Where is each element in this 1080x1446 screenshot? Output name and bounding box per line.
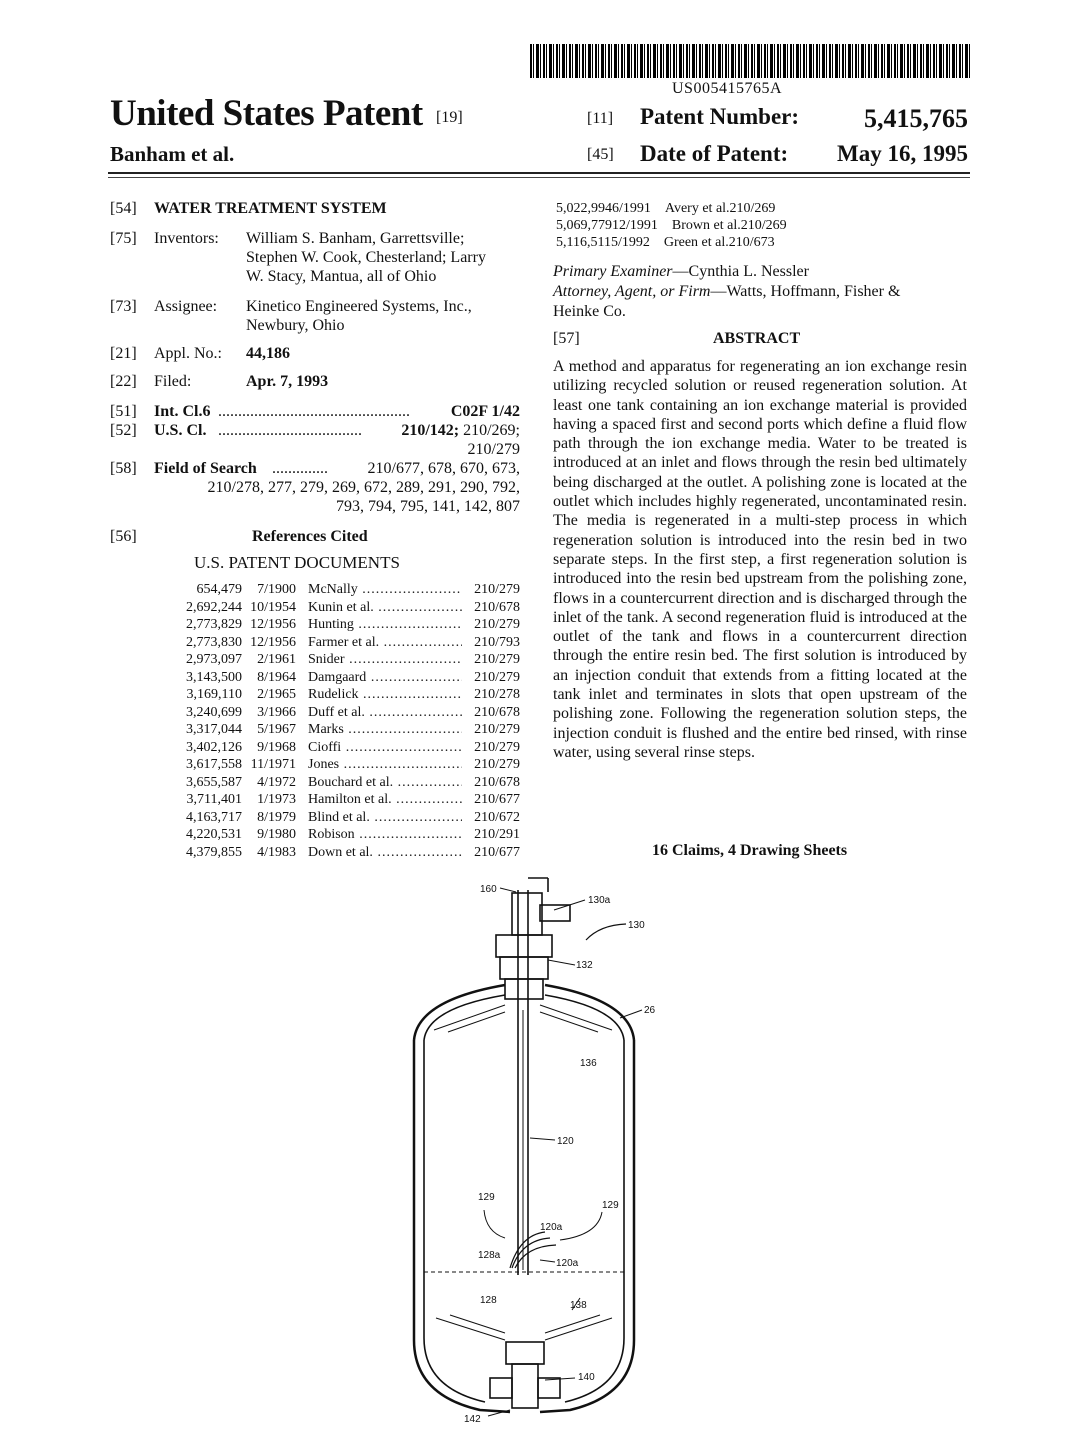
reference-class: 210/673: [728, 235, 775, 250]
field-of-search-line-1: 210/677, 678, 670, 673,: [367, 460, 520, 477]
claims-summary: 16 Claims, 4 Drawing Sheets: [652, 842, 848, 859]
code-58: [58]: [110, 460, 137, 477]
references-cited-title: References Cited: [252, 528, 368, 545]
label-132: 132: [576, 960, 593, 971]
field-of-search-label: Field of Search: [154, 460, 257, 477]
label-120a: 120a: [540, 1222, 563, 1233]
document-number: US005415765A: [672, 80, 783, 97]
label-129-left: 129: [478, 1192, 495, 1203]
reference-patent-number: 4,379,855: [186, 844, 242, 860]
primary-examiner: —Cynthia L. Nessler: [672, 263, 809, 280]
attorney-label: Attorney, Agent, or Firm: [553, 283, 711, 300]
us-cl-value: 210/142; 210/269;: [401, 422, 520, 439]
reference-inventor: Bouchard et al. .....: [308, 774, 462, 792]
label-129-right: 129: [602, 1200, 619, 1211]
label-120: 120: [557, 1136, 574, 1147]
reference-class: 210/279: [474, 722, 520, 737]
label-130: 130: [628, 920, 645, 931]
reference-inventor: Farmer et al. .....: [308, 634, 462, 652]
reference-patent-number: 3,169,110: [186, 687, 242, 702]
reference-class: 210/678: [474, 704, 520, 720]
reference-date: 5/1967: [257, 722, 296, 737]
appl-no: 44,186: [246, 345, 290, 362]
reference-patent-number: 5,022,994: [556, 201, 612, 216]
bracket-19: [19]: [436, 109, 463, 126]
filed-date: Apr. 7, 1993: [246, 373, 329, 390]
reference-date: 5/1992: [610, 235, 650, 250]
reference-date: 12/1991: [612, 218, 658, 233]
reference-date: 12/1956: [250, 634, 296, 650]
reference-inventor: Blind et al. .....: [308, 809, 462, 827]
code-54: [54]: [110, 200, 137, 217]
reference-class: 210/279: [474, 669, 520, 685]
reference-inventor: Down et al. .....: [308, 844, 462, 862]
us-cl-value-2: 210/279: [467, 441, 520, 458]
code-51: [51]: [110, 403, 137, 420]
reference-inventor: Kunin et al. .....: [308, 599, 462, 617]
reference-date: 10/1954: [250, 599, 296, 615]
abstract-text: A method and apparatus for regenerating an ion exchange resin utilizing recycled solution or reused regeneration solution. At least one tank containing an ion exchange material is provided having a spaced first and second ports which define a fluid flow path through the ion exchange media. Water to be treated is introduced at an inlet and flows through the resin bed ultimately being discharged at the outlet. A polishing zone is located at the outlet which includes highly regenerated, uncontaminated resin. The media is regenerated in a multi-step process in which regeneration solution is introduced into the resin bed in two separate steps. In the first step, a first regeneration solution is introduced into the resin bed upstream from the polishing zone, flows in a countercurrent direction and is discharged through the inlet of the tank. A second regeneration fluid is introduced at the outlet of the tank and flows in a countercurrent direction through the entire resin bed. The first solution is introduced by an injection conduit that extends from a fitting located at the tank inlet and terminates in slots that open upstream of the polishing zone. Following the regeneration solution steps, the injection conduit is flushed and the entire bed rinsed, with rinse water, using several rinse steps.: [553, 358, 967, 761]
reference-date: 8/1964: [257, 669, 296, 685]
code-57: [57]: [553, 330, 580, 347]
abstract-title: ABSTRACT: [713, 330, 801, 347]
label-128a: 128a: [478, 1250, 501, 1261]
reference-date: 9/1980: [257, 827, 296, 842]
reference-patent-number: 3,617,558: [186, 757, 242, 772]
reference-date: 4/1972: [257, 774, 296, 790]
int-cl-dots: ................................................: [218, 403, 410, 420]
code-22: [22]: [110, 373, 137, 390]
date-label: Date of Patent:: [640, 141, 789, 166]
reference-inventor: Hamilton et al. .....: [308, 791, 462, 809]
int-cl-value: C02F 1/42: [450, 403, 520, 420]
reference-patent-number: 654,479: [196, 582, 242, 597]
inventors-line-3: W. Stacy, Mantua, all of Ohio: [246, 268, 437, 285]
field-of-search-dots: ..............: [272, 460, 328, 477]
reference-patent-number: 2,973,097: [186, 652, 242, 667]
reference-date: 4/1983: [257, 844, 296, 860]
authors: Banham et al.: [110, 142, 235, 166]
primary-examiner-label: Primary Examiner: [553, 263, 673, 280]
label-138: 138: [570, 1300, 587, 1311]
reference-date: 1/1973: [257, 792, 296, 807]
us-cl-dots: ....................................: [218, 422, 362, 439]
attorney-line-2: Heinke Co.: [553, 303, 626, 320]
reference-date: 2/1965: [257, 687, 296, 702]
reference-inventor: Jones .....: [308, 756, 462, 774]
reference-patent-number: 3,317,044: [186, 722, 242, 737]
invention-title: WATER TREATMENT SYSTEM: [154, 200, 387, 217]
reference-class: 210/278: [474, 687, 520, 702]
reference-inventor: Snider .....: [308, 651, 462, 669]
reference-date: 11/1971: [250, 757, 296, 772]
label-136: 136: [580, 1058, 597, 1069]
reference-patent-number: 4,220,531: [186, 827, 242, 842]
patent-number-label: Patent Number:: [640, 104, 800, 129]
us-cl-label: U.S. Cl.: [154, 422, 207, 439]
code-75: [75]: [110, 230, 137, 247]
field-of-search-line-2: 210/278, 277, 279, 269, 672, 289, 291, 290, 792,: [207, 479, 520, 496]
int-cl-label: Int. Cl.6: [154, 403, 211, 420]
bracket-45: [45]: [587, 146, 614, 163]
reference-class: 210/793: [474, 634, 520, 650]
reference-patent-number: 3,402,126: [186, 739, 242, 755]
reference-inventor: Brown et al.: [671, 218, 741, 233]
code-21: [21]: [110, 345, 137, 362]
reference-date: 2/1961: [257, 652, 296, 667]
reference-inventor: Green et al.: [663, 235, 729, 250]
reference-inventor: McNally .....: [308, 581, 462, 599]
reference-class: 210/677: [474, 844, 520, 860]
label-128: 128: [480, 1295, 497, 1306]
reference-date: 12/1956: [250, 617, 296, 632]
inventors-line-1: William S. Banham, Garrettsville;: [246, 230, 465, 247]
field-of-search-line-3: 793, 794, 795, 141, 142, 807: [336, 498, 520, 515]
filed-label: Filed:: [154, 373, 192, 390]
reference-patent-number: 2,692,244: [186, 599, 242, 615]
reference-class: 210/279: [474, 617, 520, 632]
patent-date: May 16, 1995: [837, 141, 968, 166]
reference-inventor: Duff et al. .....: [308, 704, 462, 722]
reference-class: 210/279: [474, 582, 520, 597]
reference-inventor: Avery et al.: [664, 201, 730, 216]
reference-patent-number: 3,143,500: [186, 669, 242, 685]
reference-class: 210/279: [474, 739, 520, 755]
reference-class: 210/269: [740, 218, 787, 233]
reference-date: 9/1968: [257, 739, 296, 755]
patent-title: United States Patent: [110, 93, 423, 134]
bracket-11: [11]: [587, 110, 614, 127]
inventors-label: Inventors:: [154, 230, 219, 247]
reference-inventor: Marks .....: [308, 721, 462, 739]
assignee-line-2: Newbury, Ohio: [246, 317, 345, 334]
appl-no-label: Appl. No.:: [154, 345, 222, 362]
reference-patent-number: 4,163,717: [186, 809, 242, 825]
label-142: 142: [464, 1414, 481, 1425]
reference-inventor: Robison .....: [308, 826, 462, 844]
reference-class: 210/677: [474, 792, 520, 807]
reference-patent-number: 5,069,779: [556, 218, 612, 233]
code-56: [56]: [110, 528, 137, 545]
reference-inventor: Cioffi .....: [308, 739, 462, 757]
assignee-line-1: Kinetico Engineered Systems, Inc.,: [246, 298, 472, 315]
reference-class: 210/678: [474, 599, 520, 615]
reference-class: 210/279: [474, 757, 520, 772]
label-120a-lower: 120a: [556, 1258, 579, 1269]
reference-inventor: Damgaard .....: [308, 669, 462, 687]
label-26: 26: [644, 1005, 656, 1016]
reference-date: 7/1900: [257, 582, 296, 597]
assignee-label: Assignee:: [154, 298, 218, 315]
label-130a: 130a: [588, 895, 611, 906]
label-160: 160: [480, 884, 497, 895]
code-52: [52]: [110, 422, 137, 439]
reference-class: 210/269: [729, 201, 776, 216]
reference-date: 8/1979: [257, 809, 296, 825]
reference-date: 6/1991: [612, 201, 651, 216]
code-73: [73]: [110, 298, 137, 315]
patent-number: 5,415,765: [864, 104, 968, 133]
reference-inventor: Hunting .....: [308, 616, 462, 634]
reference-class: 210/672: [474, 809, 520, 825]
reference-patent-number: 3,655,587: [186, 774, 242, 790]
reference-patent-number: 3,711,401: [186, 792, 242, 807]
reference-patent-number: 2,773,829: [186, 617, 242, 632]
us-patent-documents-title: U.S. PATENT DOCUMENTS: [194, 553, 400, 572]
reference-inventor: Rudelick .....: [308, 686, 462, 704]
reference-class: 210/678: [474, 774, 520, 790]
inventors-line-2: Stephen W. Cook, Chesterland; Larry: [246, 249, 486, 266]
label-140: 140: [578, 1372, 595, 1383]
reference-patent-number: 3,240,699: [186, 704, 242, 720]
reference-class: 210/279: [474, 652, 520, 667]
reference-date: 3/1966: [257, 704, 296, 720]
reference-patent-number: 5,116,511: [556, 235, 611, 250]
reference-patent-number: 2,773,830: [186, 634, 242, 650]
reference-class: 210/291: [474, 827, 520, 842]
attorney-line-1: —Watts, Hoffmann, Fisher &: [710, 283, 901, 300]
